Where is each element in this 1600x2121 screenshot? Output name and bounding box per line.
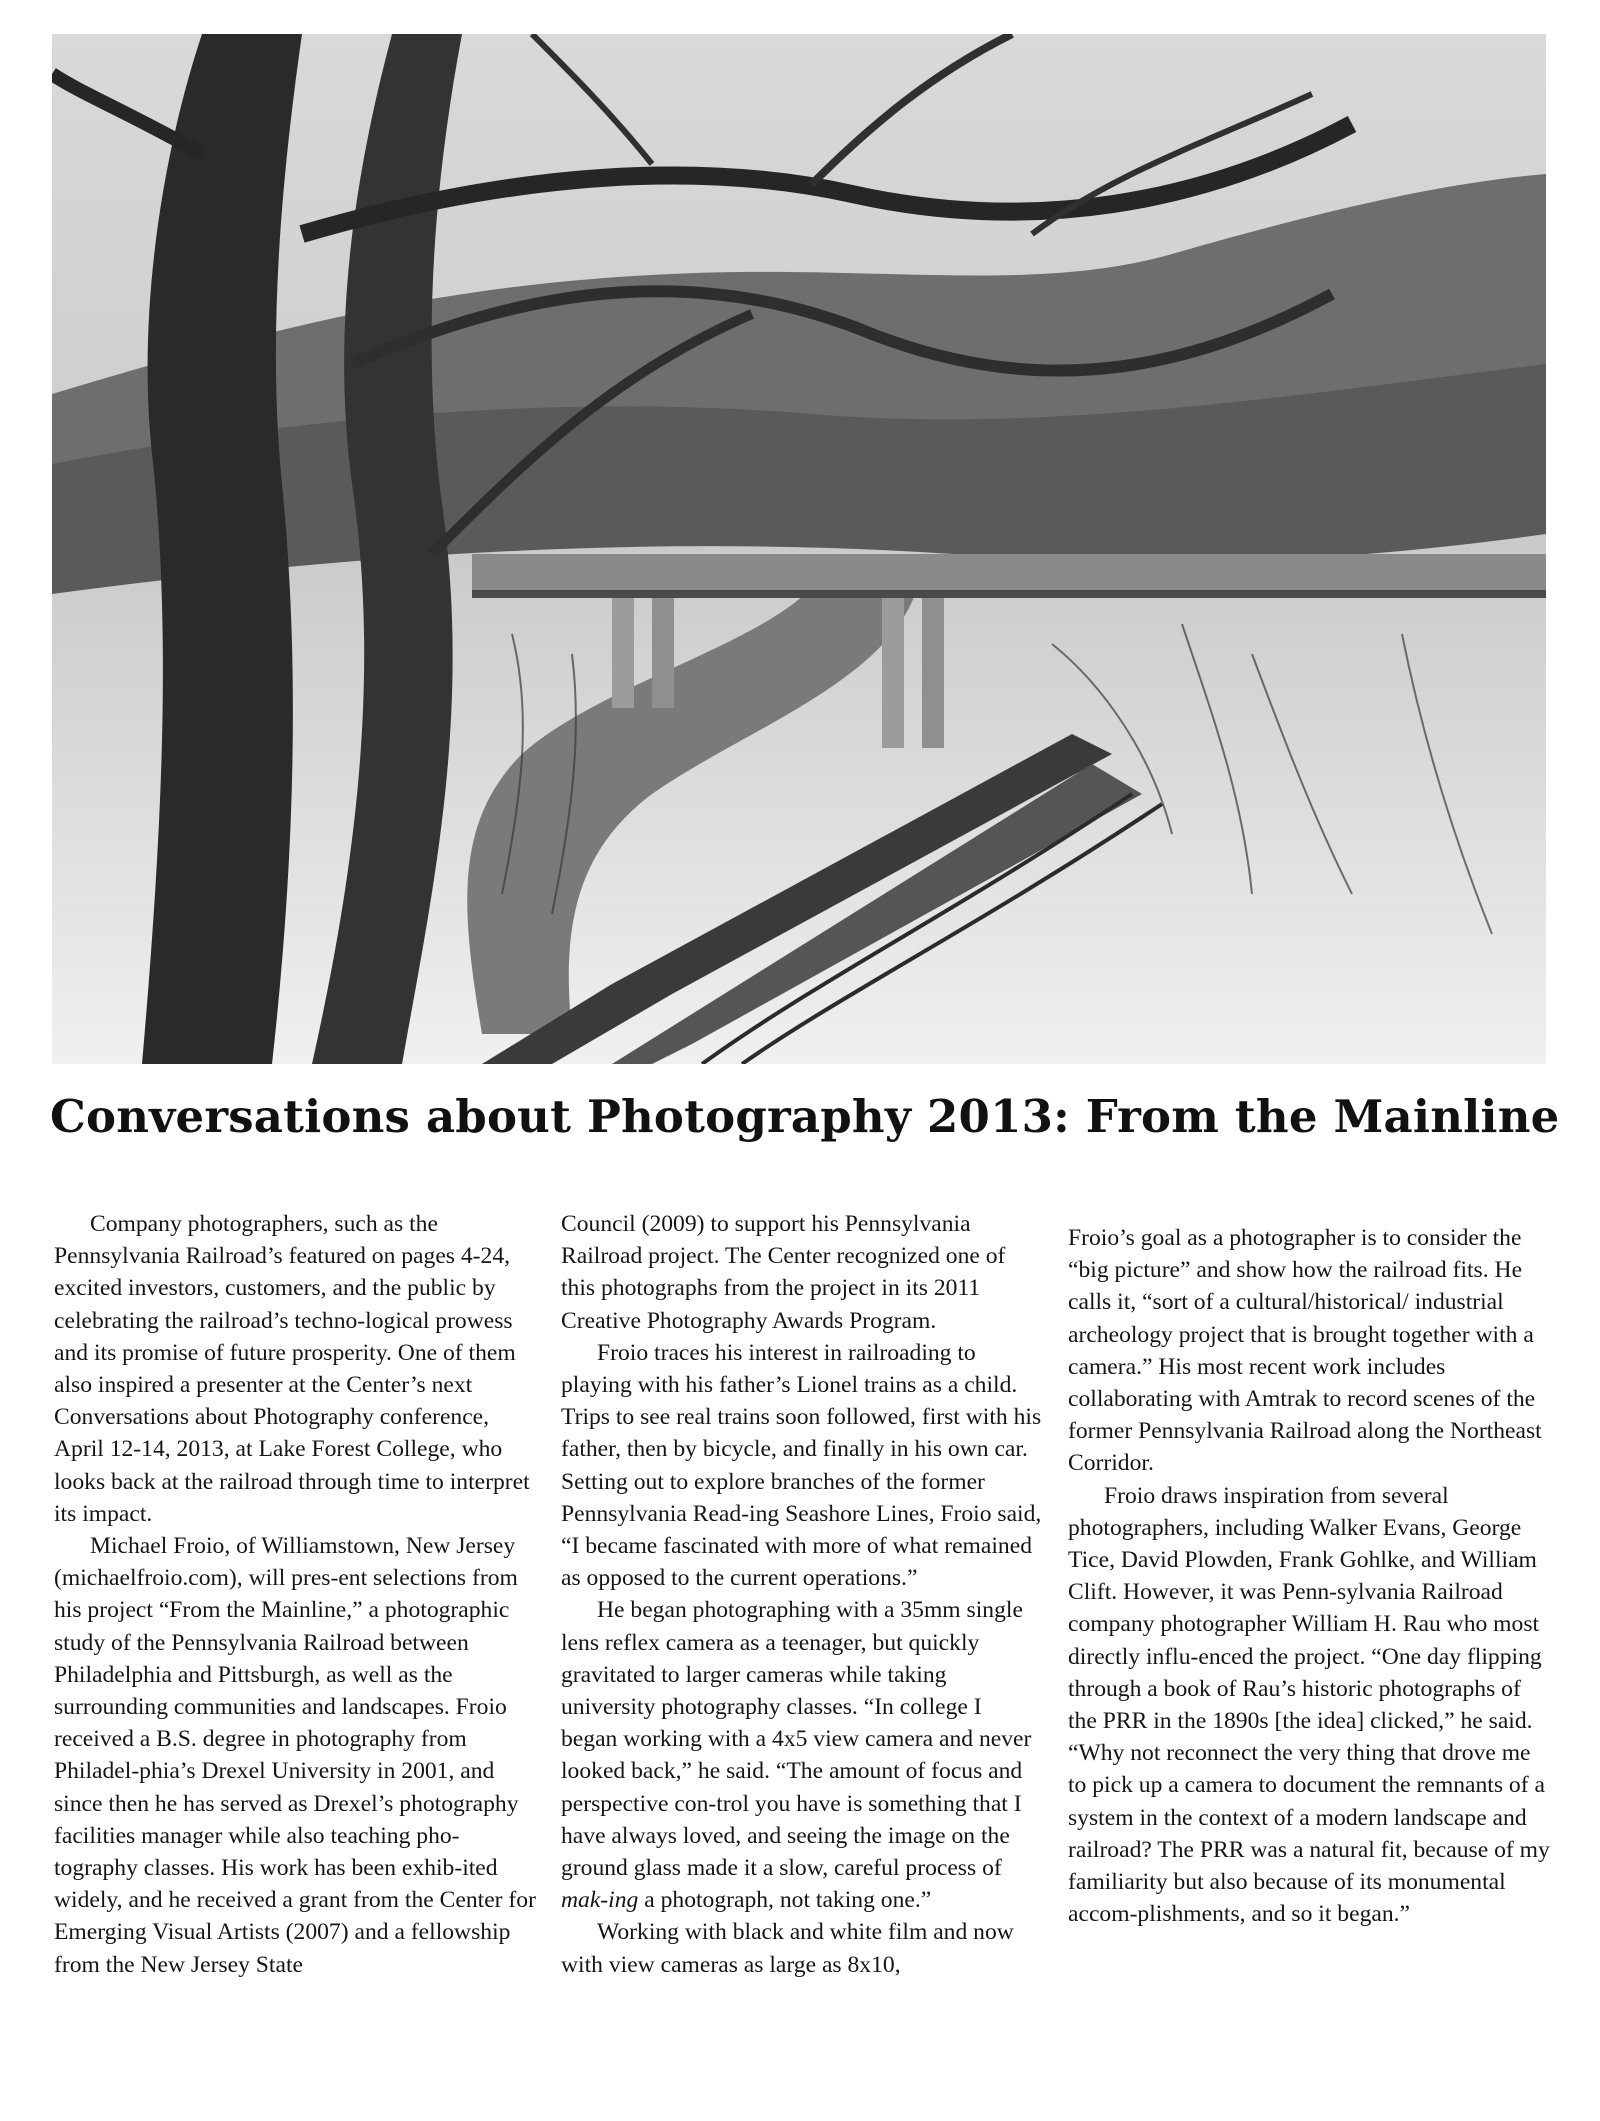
paragraph: Working with black and white film and now with view cameras as large as 8x10, [561,1919,1014,1978]
paragraph: Company photographers, such as the Pennsylvania Railroad’s featured on pages 4-24, excited investors, customers, and the public by celebrating the railroad’s techno-logical prowess and its promise of future prosperity. One of them also inspired a presenter at the Center’s next Conversations about Photography conference, April 12-14, 2013, at Lake Forest College, who looks back at the railroad through time to interpret its impact. [54,1211,530,1527]
italic-text: mak-ing [561,1887,639,1914]
paragraph: Froio draws inspiration from several photographers, including Walker Evans, George Tice, David Plowden, Frank Gohlke, and William Clift. However, it was Penn-sylvania Railroad company photographer William H. Rau who most directly influ-enced the project. “One day flipping through a book of Rau’s historic photographs of the PRR in the 1890s [the idea] clicked,” he said. “Why not reconnect the very thing that drove me to pick up a camera to document the remnants of a system in the context of a modern landscape and railroad? The PRR was a natural fit, because of my familiarity but also because of its monumental accom-plishments, and so it began.” [1068,1482,1550,1928]
paragraph: Froio traces his interest in railroading to playing with his father’s Lionel trains as a child. Trips to see real trains soon followed, first with his father, then by bicycle, and finally in his own car. Setting out to explore branches of the former Pennsylvania Read-ing Seashore Lines, Froio said, “I became fascinated with more of what remained as opposed to the current operations.” [561,1339,1042,1592]
paragraph-text: He began photographing with a 35mm single lens reflex camera as a teenager, but quickly gravitated to larger cameras while taking university photography classes. “In college I began working with a 4x5 view camera and never looked back,” he said. “The amount of focus and perspective con-trol you have is something that I have always loved, and seeing the image on the ground glass made it a slow, careful process of [561,1597,1032,1882]
article-headline: Conversations about Photography 2013: From the Mainline [50,1090,1560,1143]
photograph-icon [52,34,1546,1064]
paragraph-text: a photograph, not taking one.” [638,1887,932,1914]
text-column-3 [1068,1222,1550,1930]
paragraph: Michael Froio, of Williamstown, New Jersey (michaelfroio.com), will pres-ent selections from his project “From the Mainline,” a photographic study of the Pennsylvania Railroad between Philadelphia and Pittsburgh, as well as the surrounding communities and landscapes. Froio received a B.S. degree in photography from Philadel-phia’s Drexel University in 2001, and since then he has served as Drexel’s photography facilities manager while also teaching pho-tography classes. His work has been exhib-ited widely, and he received a grant from the Center for Emerging Visual Artists (2007) and a fellowship from the New Jersey State [54,1533,536,1978]
paragraph: Froio’s goal as a photographer is to consider the “big picture” and show how the railroad fits. He calls it, “sort of a cultural/historical/ industrial archeology project that is brought together with a camera.” His most recent work includes collaborating with Amtrak to record scenes of the former Pennsylvania Railroad along the Northeast Corridor. [1068,1225,1542,1477]
text-column-1 [54,1208,536,1981]
paragraph: Council (2009) to support his Pennsylvania Railroad project. The Center recognized one of this photographs from the project in its 2011 Creative Photography Awards Program. [561,1211,1006,1334]
article-body [54,1208,1550,2108]
railroad-landscape-photo [52,34,1546,1064]
paragraph [561,1594,1043,1916]
text-column-2 [561,1208,1043,1981]
